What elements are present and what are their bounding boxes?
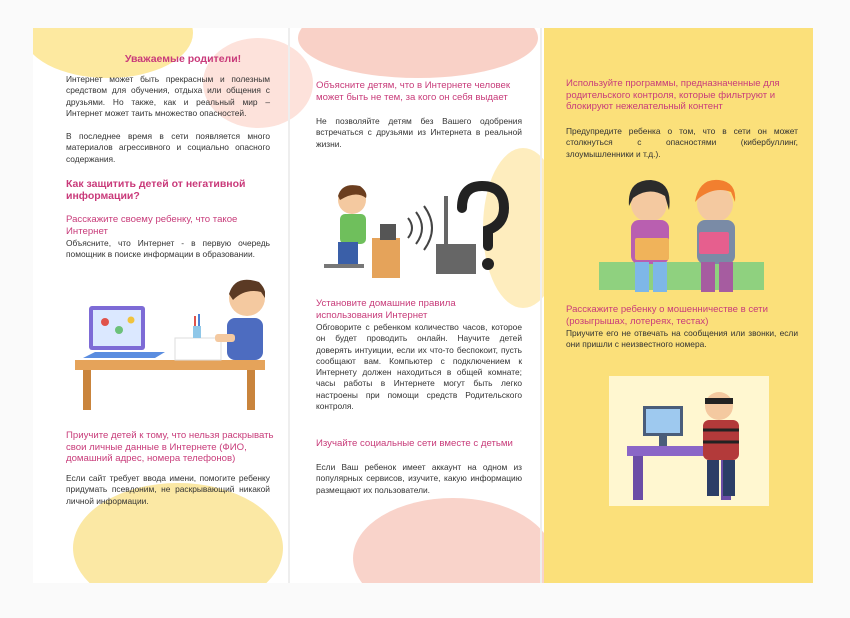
tip-text: Объясните, что Интернет - в первую очередь помощник в поиске информации в образовании. [66,238,270,260]
panel-right [544,28,813,583]
tip-text: Предупредите ребенка о том, что в сети он может столкнуться с опасностями (кибербуллинг, злоумышленники и т.д.). [566,126,798,159]
tip-title: Расскажите ребенку о мошенничестве в сети (розыгрышах, лотереях, тестах) [566,304,768,327]
tip-title: Приучите детей к тому, что нельзя раскрывать свои личные данные в Интернете (ФИО, домашний адрес, номера телефонов) [66,430,274,464]
tip-title: Объясните детям, что в Интернете человек может быть не тем, за кого он себя выдает [316,80,511,103]
greeting-heading: Уважаемые родители! [124,53,242,65]
intro-text: Интернет может быть прекрасным и полезным средством для обучения, отдыха или общения с друзьями. Но также, как и реальный мир – Интернет может таить множество опасностей. [66,74,270,118]
tip-text: Не позволяйте детям без Вашего одобрения встречаться с друзьями из Интернета в реальной жизни. [316,116,522,149]
intro-text-2: В последнее время в сети появляется много материалов агрессивного и социально опасного содержания. [66,131,270,164]
tip-text: Если Ваш ребенок имеет аккаунт на одном из популярных сервисов, изучите, какую информацию размещают их пользователи. [316,462,522,495]
stranger-illustration [312,178,522,278]
leaflet-sheet [33,28,813,583]
tip-text: Если сайт требует ввода имени, помогите ребенку придумать псевдоним, не раскрывающий никакой личной информации. [66,473,270,506]
tip-title: Изучайте социальные сети вместе с детьми [316,438,513,449]
tip-text: Обговорите с ребенком количество часов, которое он будет проводить онлайн. Научите детей доверять интуиции, если их что-то беспокоит, пусть сообщают вам. Компьютер с подключением к Интернету должен находиться в общей комнате; часы работы в Интернете могут быть легко настроены при помощи средств Родительского контроля. [316,322,522,412]
tip-title: Используйте программы, предназначенные для родительского контроля, которые фильтруют и блокируют нежелательный контент [566,78,780,112]
tip-text: Приучите его не отвечать на сообщения или звонки, если они пришли с неизвестного номера. [566,328,798,350]
fold-line [540,28,542,583]
panel-middle [290,28,540,583]
tip-title: Расскажите своему ребенку, что такое Интернет [66,214,238,237]
section-heading: Как защитить детей от негативной информации? [66,178,246,202]
panel-left [33,28,288,583]
tip-title: Установите домашние правила использования Интернет [316,298,456,321]
hacker-illustration [609,376,769,506]
children-tablet-illustration [599,170,764,300]
child-laptop-illustration [75,278,265,413]
